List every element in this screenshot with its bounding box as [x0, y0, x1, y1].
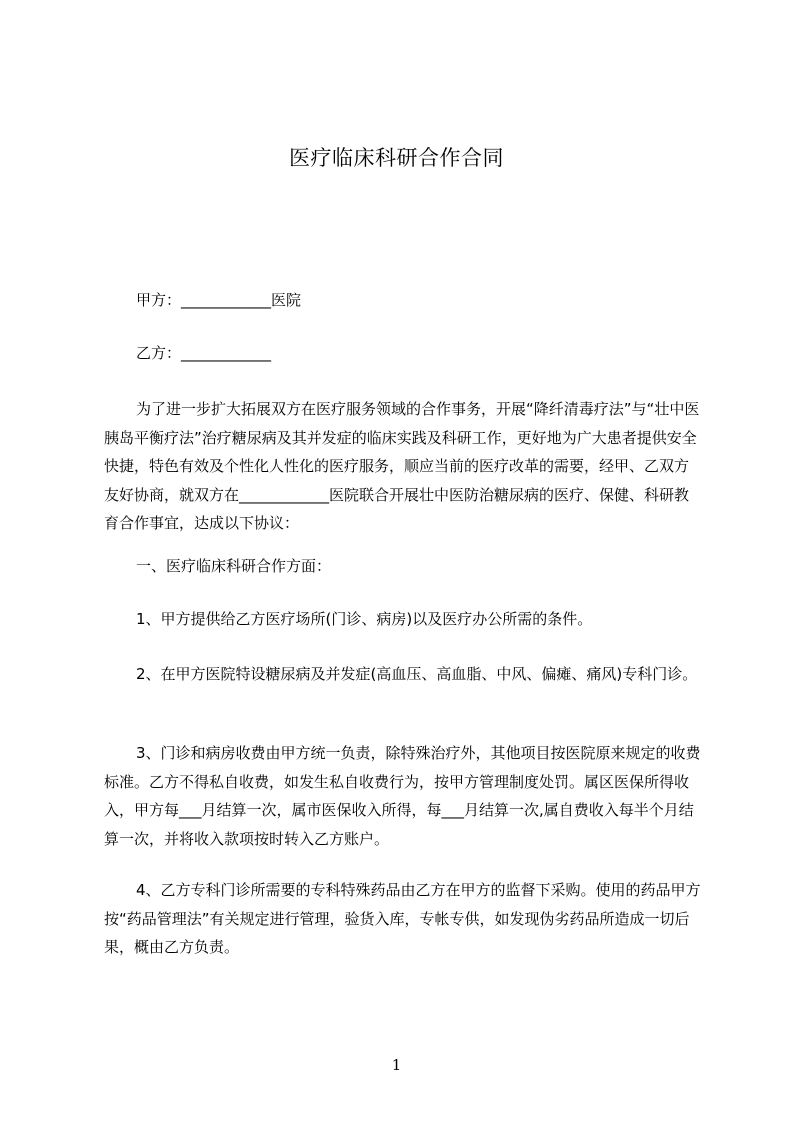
clause-1-paragraph: 1、甲方提供给乙方医疗场所(门诊、病房)以及医疗办公所需的条件。 [136, 610, 593, 628]
party-a-line: 甲方：____________医院 [136, 291, 302, 309]
clause-2-paragraph: 2、在甲方医院特设糖尿病及并发症(高血压、高血脂、中风、偏瘫、痛风)专科门诊。 [136, 665, 698, 683]
clause-3-paragraph: 3、门诊和病房收费由甲方统一负责，除特殊治疗外，其他项目按医院原来规定的收费标准。乙方不得私自收费，如发生私自收费行为，按甲方管理制度处罚。属区医保所得收入，甲方每___月结算一次，属市医保收入所得，每___月结算一次,属自费收入每半个月结算一次，并将收入款项按时转入乙方账户。 [104, 744, 701, 848]
page-number: 1 [391, 1056, 402, 1074]
clause-4-paragraph: 4、乙方专科门诊所需要的专科特殊药品由乙方在甲方的监督下采购。使用的药品甲方按“药品管理法”有关规定进行管理，验货入库，专帐专供，如发现伪劣药品所造成一切后果，概由乙方负责。 [104, 881, 701, 956]
document-title: 医疗临床科研合作合同 [289, 146, 504, 170]
intro-paragraph: 为了进一步扩大拓展双方在医疗服务领域的合作事务，开展“降纤清毒疗法”与“壮中医胰岛平衡疗法”治疗糖尿病及其并发症的临床实践及科研工作，更好地为广大患者提供安全快捷，特色有效及个性化人性化的医疗服务，顺应当前的医疗改革的需要，经甲、乙双方友好协商，就双方在____________医院联合开展壮中医防治糖尿病的医疗、保健、科研教育合作事宜，达成以下协议： [104, 400, 700, 532]
party-b-line: 乙方：____________ [136, 344, 272, 362]
section-1-heading: 一、医疗临床科研合作方面： [136, 557, 332, 575]
